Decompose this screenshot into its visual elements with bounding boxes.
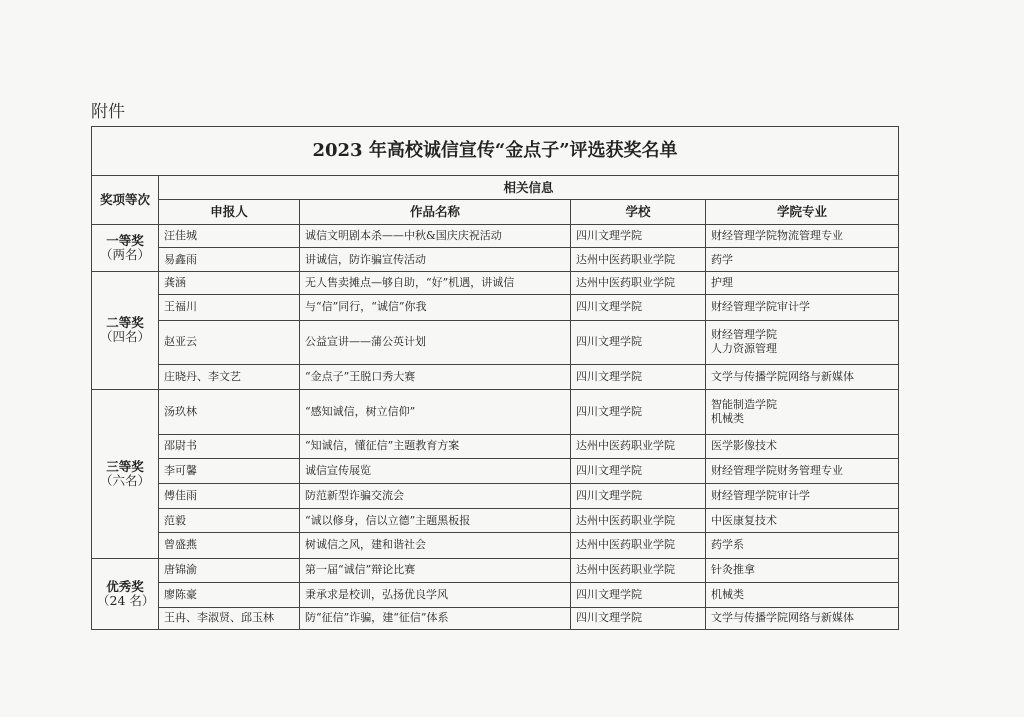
- work-name-cell: 讲诚信，防诈骗宣传活动: [300, 248, 571, 271]
- attachment-label: 附件: [91, 102, 125, 122]
- school-cell: 达州中医药职业学院: [571, 508, 706, 532]
- table-row: [92, 484, 899, 508]
- college-major-cell: [706, 558, 899, 582]
- applicant-cell: 汤玖林: [159, 389, 300, 434]
- applicant-cell: 李可馨: [159, 458, 300, 483]
- applicant-cell: 庄晓丹、李文艺: [159, 365, 300, 389]
- college-major-cell: [706, 320, 899, 365]
- header-award-level: 奖项等次: [92, 176, 159, 225]
- table-row: [92, 365, 899, 389]
- header-applicant: 申报人: [159, 200, 300, 225]
- award-level-cell: [92, 558, 159, 629]
- table-body: [92, 225, 899, 630]
- college-major-line: 财经管理学院财务管理专业: [711, 464, 843, 478]
- college-major-cell: [706, 271, 899, 294]
- college-major-line: 机械类: [711, 411, 744, 425]
- award-name: 二等奖: [106, 315, 144, 331]
- school-cell: 四川文理学院: [571, 225, 706, 248]
- applicant-cell: 易鑫雨: [159, 248, 300, 271]
- award-name: 一等奖: [106, 232, 144, 248]
- header-related-info: 相关信息: [159, 176, 899, 200]
- school-cell: 四川文理学院: [571, 365, 706, 389]
- college-major-cell: [706, 434, 899, 458]
- college-major-line: 财经管理学院: [711, 328, 777, 342]
- applicant-cell: 邵尉书: [159, 434, 300, 458]
- work-name-cell: 无人售卖摊点—够自助，“好”机遇，讲诚信: [300, 271, 571, 294]
- college-major-line: 药学: [711, 252, 733, 266]
- college-major-line: 机械类: [711, 587, 744, 601]
- applicant-cell: 汪佳城: [159, 225, 300, 248]
- college-major-line: 中医康复技术: [711, 513, 777, 527]
- college-major-line: 文学与传播学院网络与新媒体: [711, 611, 854, 625]
- applicant-cell: 廖陈豪: [159, 583, 300, 607]
- award-level-cell: [92, 225, 159, 272]
- school-cell: 四川文理学院: [571, 583, 706, 607]
- college-major-cell: [706, 607, 899, 629]
- college-major-line: 财经管理学院审计学: [711, 300, 810, 314]
- school-cell: 四川文理学院: [571, 458, 706, 483]
- award-name: 优秀奖: [106, 578, 144, 594]
- work-name-cell: 与“信”同行，“诚信”你我: [300, 295, 571, 320]
- table-row: [92, 295, 899, 320]
- school-cell: 达州中医药职业学院: [571, 271, 706, 294]
- school-cell: 达州中医药职业学院: [571, 248, 706, 271]
- table-row: [92, 225, 899, 248]
- award-level-cell: [92, 389, 159, 558]
- college-major-line: 护理: [711, 275, 733, 289]
- table-row: [92, 558, 899, 582]
- applicant-cell: 傅佳雨: [159, 484, 300, 508]
- college-major-cell: [706, 295, 899, 320]
- applicant-cell: 范毅: [159, 508, 300, 532]
- applicant-cell: 曾盛燕: [159, 533, 300, 558]
- award-count: （24 名）: [97, 592, 155, 608]
- college-major-cell: [706, 389, 899, 434]
- college-major-cell: [706, 508, 899, 532]
- school-cell: 四川文理学院: [571, 484, 706, 508]
- college-major-cell: [706, 583, 899, 607]
- table-row: [92, 583, 899, 607]
- applicant-cell: 龚涵: [159, 271, 300, 294]
- college-major-line: 人力资源管理: [711, 342, 777, 356]
- table-row: [92, 458, 899, 483]
- work-name-cell: 诚信文明剧本杀——中秋&国庆庆祝活动: [300, 225, 571, 248]
- table-row: [92, 533, 899, 558]
- work-name-cell: “诚以修身，信以立德”主题黑板报: [300, 508, 571, 532]
- work-name-cell: 第一届“诚信”辩论比赛: [300, 558, 571, 582]
- school-cell: 四川文理学院: [571, 295, 706, 320]
- award-level-cell: [92, 271, 159, 389]
- work-name-cell: 防“征信”诈骗，建“征信”体系: [300, 607, 571, 629]
- table-row: [92, 248, 899, 271]
- college-major-line: 财经管理学院审计学: [711, 489, 810, 503]
- college-major-cell: [706, 458, 899, 483]
- work-name-cell: 诚信宣传展览: [300, 458, 571, 483]
- work-name-cell: 防范新型诈骗交流会: [300, 484, 571, 508]
- table-title: 2023 年高校诚信宣传“金点子”评选获奖名单: [92, 127, 899, 176]
- school-cell: 四川文理学院: [571, 389, 706, 434]
- applicant-cell: 赵亚云: [159, 320, 300, 365]
- work-name-cell: “金点子”王脱口秀大赛: [300, 365, 571, 389]
- award-count: （四名）: [99, 329, 150, 345]
- header-school: 学校: [571, 200, 706, 225]
- applicant-cell: 唐锦渝: [159, 558, 300, 582]
- table-row: [92, 320, 899, 365]
- applicant-cell: 王冉、李淑贤、邱玉林: [159, 607, 300, 629]
- college-major-cell: [706, 484, 899, 508]
- college-major-cell: [706, 533, 899, 558]
- college-major-line: 财经管理学院物流管理专业: [711, 229, 843, 243]
- table-row: [92, 271, 899, 294]
- college-major-cell: [706, 225, 899, 248]
- school-cell: 达州中医药职业学院: [571, 558, 706, 582]
- work-name-cell: 公益宣讲——蒲公英计划: [300, 320, 571, 365]
- award-count: （两名）: [99, 246, 150, 262]
- table-row: [92, 607, 899, 629]
- school-cell: 四川文理学院: [571, 320, 706, 365]
- applicant-cell: 王福川: [159, 295, 300, 320]
- college-major-line: 智能制造学院: [711, 397, 777, 411]
- school-cell: 达州中医药职业学院: [571, 533, 706, 558]
- work-name-cell: 秉承求是校训，弘扬优良学风: [300, 583, 571, 607]
- work-name-cell: 树诚信之风，建和谐社会: [300, 533, 571, 558]
- table-row: [92, 434, 899, 458]
- college-major-cell: [706, 248, 899, 271]
- award-name: 三等奖: [106, 458, 144, 474]
- work-name-cell: “知诚信，懂征信”主题教育方案: [300, 434, 571, 458]
- school-cell: 达州中医药职业学院: [571, 434, 706, 458]
- header-college-major: 学院专业: [706, 200, 899, 225]
- header-work-name: 作品名称: [300, 200, 571, 225]
- school-cell: 四川文理学院: [571, 607, 706, 629]
- award-list-table: [91, 126, 899, 630]
- college-major-line: 文学与传播学院网络与新媒体: [711, 370, 854, 384]
- work-name-cell: “感知诚信，树立信仰”: [300, 389, 571, 434]
- table-row: [92, 389, 899, 434]
- college-major-line: 药学系: [711, 538, 744, 552]
- table-header: [92, 127, 899, 225]
- college-major-cell: [706, 365, 899, 389]
- college-major-line: 针灸推拿: [711, 563, 755, 577]
- award-count: （六名）: [99, 472, 150, 488]
- college-major-line: 医学影像技术: [711, 439, 777, 453]
- table-row: [92, 508, 899, 532]
